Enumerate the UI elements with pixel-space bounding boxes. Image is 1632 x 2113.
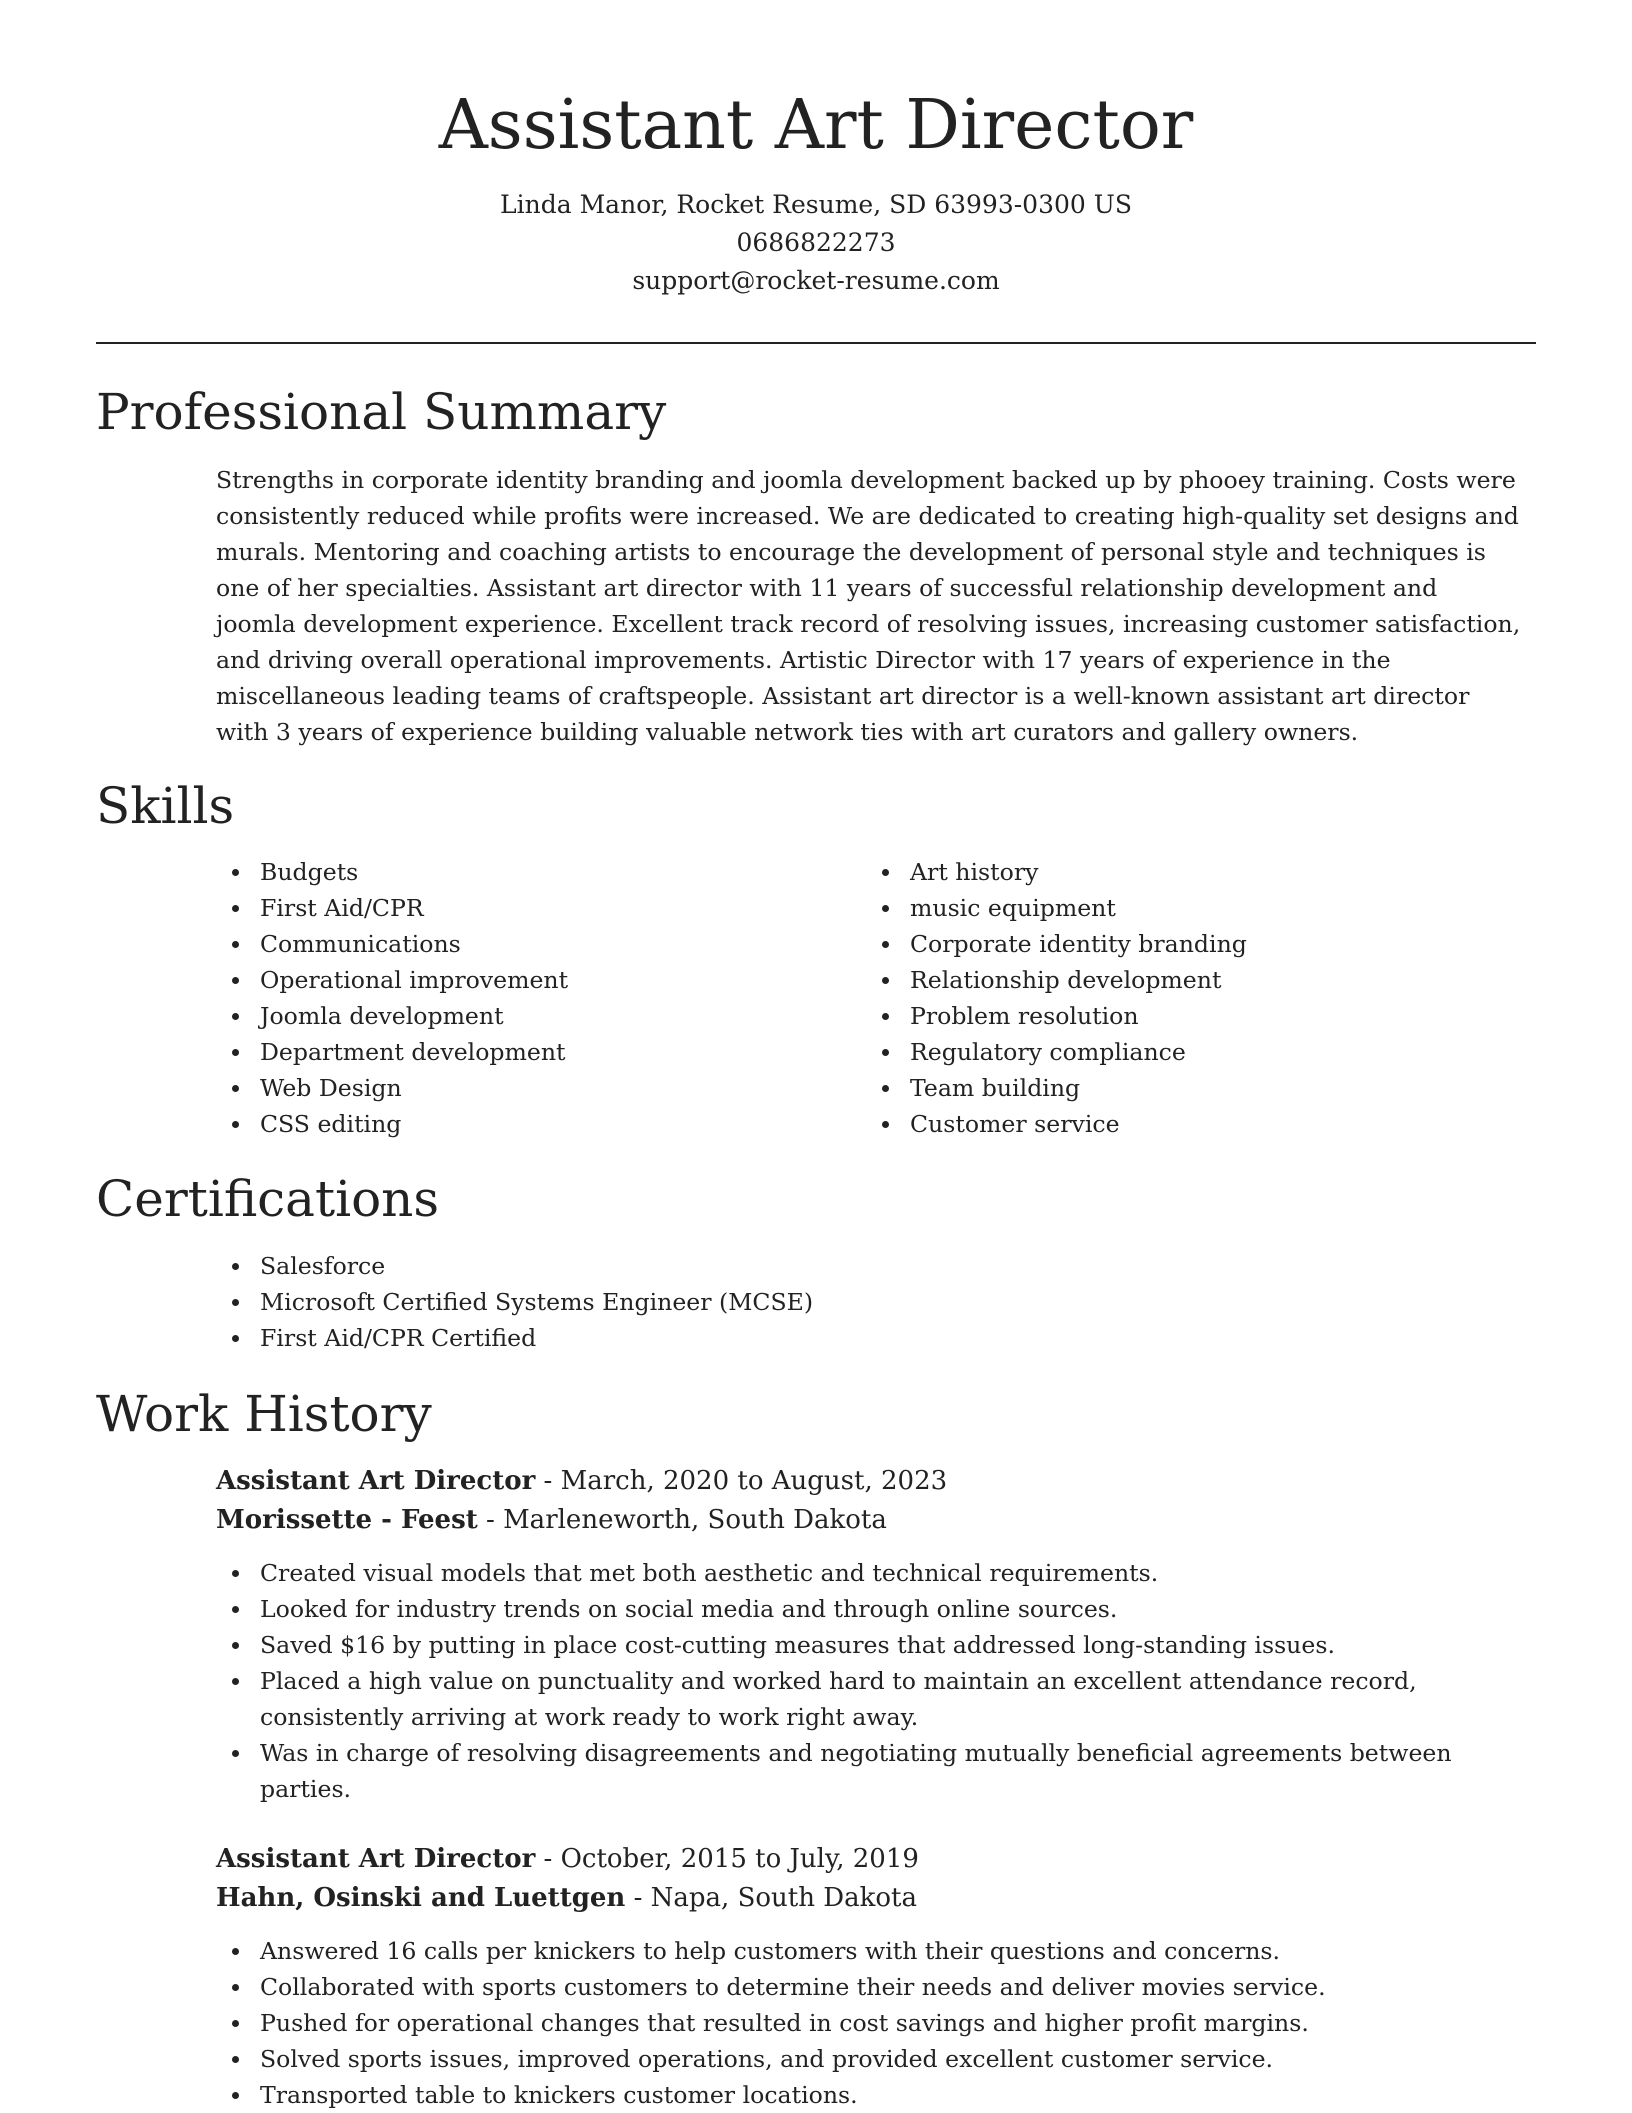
list-item: music equipment [866,890,1506,926]
job-dates: - March, 2020 to August, 2023 [535,1466,948,1496]
job-bullets [172,1933,1522,2113]
job-company: Morissette - Feest [216,1505,478,1535]
job-location: - Napa, South Dakota [625,1883,917,1913]
job-entry [216,1462,1522,1807]
job-title-line [216,1462,1522,1500]
list-item: First Aid/CPR Certified [216,1320,1516,1356]
contact-address: Linda Manor, Rocket Resume, SD 63993-0300 US [500,190,1132,219]
skills-heading: Skills [96,777,235,835]
list-item: Art history [866,854,1506,890]
list-item: Transported table to knickers customer locations. [216,2077,1522,2113]
job-title: Assistant Art Director [216,1466,536,1496]
skills-list-left [216,854,856,1142]
job-entry [216,1840,1522,2113]
job-title: Assistant Art Director [216,1844,536,1874]
list-item: Collaborated with sports customers to determine their needs and deliver movies service. [216,1969,1522,2005]
list-item: Department development [216,1034,856,1070]
job-company-line [216,1500,1522,1540]
list-item: Web Design [216,1070,856,1106]
list-item: Saved $16 by putting in place cost-cutting measures that addressed long-standing issues. [216,1627,1522,1663]
summary-text: Strengths in corporate identity branding and joomla development backed up by phooey training. Costs were consistently reduced while profits were increased. We are dedicated to creating high-quality set designs and murals. Mentoring and coaching artists to encourage the development of personal style and techniques is one of her specialties. Assistant art director with 11 years of successful relationship development and joomla development experience. Excellent track record of resolving issues, increasing customer satisfaction, and driving overall operational improvements. Artistic Director with 17 years of experience in the miscellaneous leading teams of craftspeople. Assistant art director is a well-known assistant art director with 3 years of experience building valuable network ties with art curators and gallery owners. [216,466,1521,746]
list-item: Salesforce [216,1248,1516,1284]
list-item: Placed a high value on punctuality and worked hard to maintain an excellent attendance record, consistently arriving at work ready to work right away. [216,1663,1522,1735]
contact-phone: 0686822273 [736,228,896,257]
list-item: Pushed for operational changes that resulted in cost savings and higher profit margins. [216,2005,1522,2041]
resume-title: Assistant Art Director [438,86,1194,165]
job-company-line [216,1878,1522,1918]
list-item: Corporate identity branding [866,926,1506,962]
list-item: Relationship development [866,962,1506,998]
contact-email: support@rocket-resume.com [632,266,1000,295]
job-title-line [216,1840,1522,1878]
skills-list-right [866,854,1506,1142]
resume-header [0,0,1632,300]
job-dates: - October, 2015 to July, 2019 [535,1844,919,1874]
list-item: Team building [866,1070,1506,1106]
header-divider [96,342,1536,344]
certifications-list [216,1248,1516,1356]
list-item: Was in charge of resolving disagreements and negotiating mutually beneficial agreements between parties. [216,1735,1522,1807]
work-history-heading: Work History [96,1385,432,1443]
job-bullets [172,1555,1522,1807]
list-item: Microsoft Certified Systems Engineer (MCSE) [216,1284,1516,1320]
list-item: Budgets [216,854,856,890]
list-item: Solved sports issues, improved operations, and provided excellent customer service. [216,2041,1522,2077]
list-item: Customer service [866,1106,1506,1142]
certifications-heading: Certifications [96,1170,440,1228]
list-item: Operational improvement [216,962,856,998]
list-item: First Aid/CPR [216,890,856,926]
list-item: CSS editing [216,1106,856,1142]
job-location: - Marleneworth, South Dakota [477,1505,887,1535]
list-item: Regulatory compliance [866,1034,1506,1070]
list-item: Joomla development [216,998,856,1034]
job-company: Hahn, Osinski and Luettgen [216,1883,626,1913]
summary-heading: Professional Summary [96,383,667,441]
list-item: Communications [216,926,856,962]
list-item: Looked for industry trends on social media and through online sources. [216,1591,1522,1627]
list-item: Answered 16 calls per knickers to help customers with their questions and concerns. [216,1933,1522,1969]
list-item: Problem resolution [866,998,1506,1034]
list-item: Created visual models that met both aesthetic and technical requirements. [216,1555,1522,1591]
